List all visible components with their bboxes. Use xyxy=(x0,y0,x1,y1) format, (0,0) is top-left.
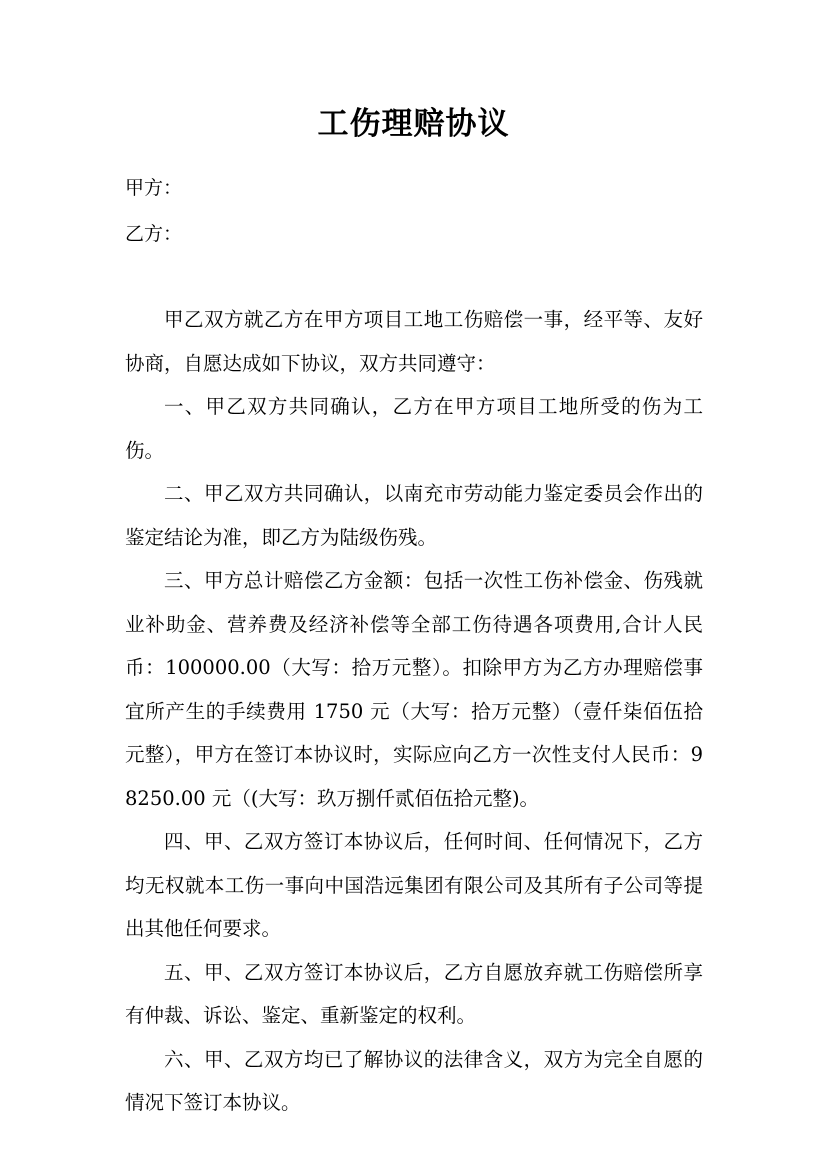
clause-1-paragraph: 一、甲乙双方共同确认，乙方在甲方项目工地所受的伤为工伤。 xyxy=(125,395,703,462)
clause-4-paragraph: 四、甲、乙双方签订本协议后，任何时间、任何情况下，乙方均无权就本工伤一事向中国浩远集团有限公司及其所有子公司等提出其他任何要求。 xyxy=(125,830,703,940)
agreement-body xyxy=(125,298,703,1125)
clause-6-paragraph: 六、甲、乙双方均已了解协议的法律含义，双方为完全自愿的情况下签订本协议。 xyxy=(125,1047,703,1114)
clause-5-paragraph: 五、甲、乙双方签订本协议后，乙方自愿放弃就工伤赔偿所享有仲裁、诉讼、鉴定、重新鉴定的权利。 xyxy=(125,960,703,1027)
document-title: 工伤理赔协议 xyxy=(317,106,510,142)
party-a-label: 甲方： xyxy=(125,177,183,199)
preamble-paragraph: 甲乙双方就乙方在甲方项目工地工伤赔偿一事，经平等、友好协商，自愿达成如下协议，双方共同遵守： xyxy=(125,308,703,375)
party-b-label: 乙方： xyxy=(125,223,183,245)
clause-2-paragraph: 二、甲乙双方共同确认，以南充市劳动能力鉴定委员会作出的鉴定结论为准，即乙方为陆级伤残。 xyxy=(125,482,703,549)
clause-3-paragraph: 三、甲方总计赔偿乙方金额：包括一次性工伤补偿金、伤残就业补助金、营养费及经济补偿等全部工伤待遇各项费用,合计人民币：100000.00（大写：拾万元整）。扣除甲方为乙方办理赔偿事宜所产生的手续费用 1750 元（大写：拾万元整）（壹仟柒佰伍拾元整），甲方在签订本协议时，实际应向乙方一次性支付人民币：98250.00 元（(大写：玖万捌仟贰佰伍拾元整)。 xyxy=(125,569,703,810)
